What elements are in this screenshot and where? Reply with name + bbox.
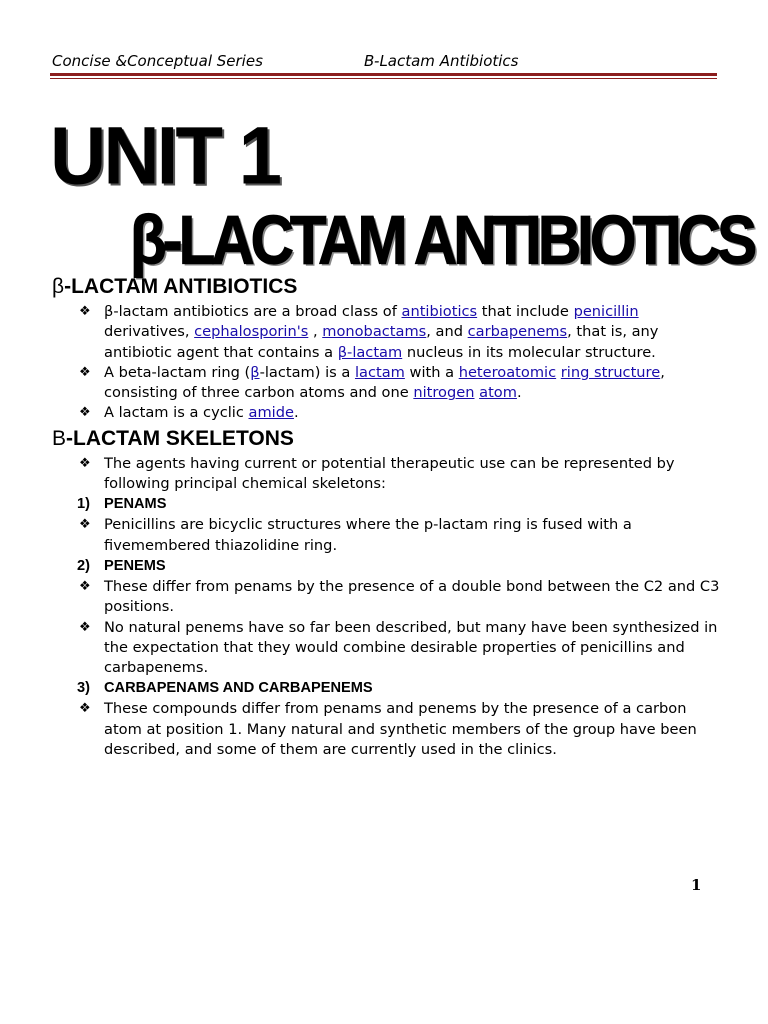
series-title: Concise &Conceptual Series <box>52 52 263 70</box>
header-rule-thin <box>50 78 717 79</box>
list-item: ❖ These compounds differ from penams and penems by the presence of a carbon atom at position 1. Many natural and synthetic members of the group have been described, and some of them are currently used in the clinics. <box>52 699 720 760</box>
penems-bullets <box>52 577 720 678</box>
list-item: ❖ Penicillins are bicyclic structures where the p-lactam ring is fused with a fivemembered thiazolidine ring. <box>52 515 720 556</box>
link-cephalosporins[interactable]: cephalosporin's <box>194 323 309 341</box>
skeleton-heading-carbapenams: 3) CARBAPENAMS AND CARBAPENEMS <box>77 680 373 697</box>
link-carbapenems[interactable]: carbapenems <box>467 323 568 341</box>
link-atom[interactable]: atom <box>479 384 517 402</box>
link-beta-lactam[interactable]: β-lactam <box>337 343 403 361</box>
list-item: ❖ A lactam is a cyclic amide. <box>52 403 720 423</box>
list-item: ❖ These differ from penams by the presence of a double bond between the C2 and C3 positions. <box>52 577 720 618</box>
carbapenams-bullets <box>52 699 720 760</box>
list-item: ❖ A beta-lactam ring (β-lactam) is a lactam with a heteroatomic ring structure, consisting of three carbon atoms and one nitrogen atom. <box>52 363 720 404</box>
list-item: ❖ β-lactam antibiotics are a broad class of antibiotics that include penicillin derivatives, cephalosporin's , monobactams, and carbapenems, that is, any antibiotic agent that contains a β-lactam nucleus in its molecular structure. <box>52 302 720 363</box>
list-item: ❖ The agents having current or potential therapeutic use can be represented by following principal chemical skeletons: <box>52 454 720 495</box>
link-monobactams[interactable]: monobactams <box>322 323 427 341</box>
page-number: 1 <box>691 876 702 894</box>
penams-bullets <box>52 515 720 556</box>
link-ring-structure[interactable]: ring structure <box>560 363 661 381</box>
header-rule-thick <box>50 73 717 76</box>
link-antibiotics[interactable]: antibiotics <box>401 303 478 320</box>
link-beta[interactable]: β <box>250 363 260 381</box>
list-item: ❖ No natural penems have so far been described, but many have been synthesized in the expectation that they would combine desirable properties of penicillins and carbapenems. <box>52 618 720 679</box>
link-amide[interactable]: amide <box>248 404 294 422</box>
antibiotics-bullets <box>52 302 720 424</box>
link-lactam[interactable]: lactam <box>354 363 405 381</box>
section-heading-skeletons: Β-LACTAM SKELETONS <box>52 426 294 450</box>
page-body <box>52 272 720 760</box>
link-heteroatomic[interactable]: heteroatomic <box>458 363 557 381</box>
banner-title: β-LACTAM ANTIBIOTICS <box>130 201 754 279</box>
link-penicillin[interactable]: penicillin <box>573 303 639 320</box>
skeletons-intro <box>52 454 720 495</box>
running-header <box>52 52 717 72</box>
chapter-title: B-Lactam Antibiotics <box>364 52 519 70</box>
section-heading-antibiotics: β-LACTAM ANTIBIOTICS <box>52 275 298 298</box>
unit-title: UNIT 1 <box>50 109 280 202</box>
skeleton-heading-penems: 2) PENEMS <box>77 557 166 574</box>
link-nitrogen[interactable]: nitrogen <box>413 384 475 402</box>
skeleton-heading-penams: 1) PENAMS <box>77 496 167 513</box>
